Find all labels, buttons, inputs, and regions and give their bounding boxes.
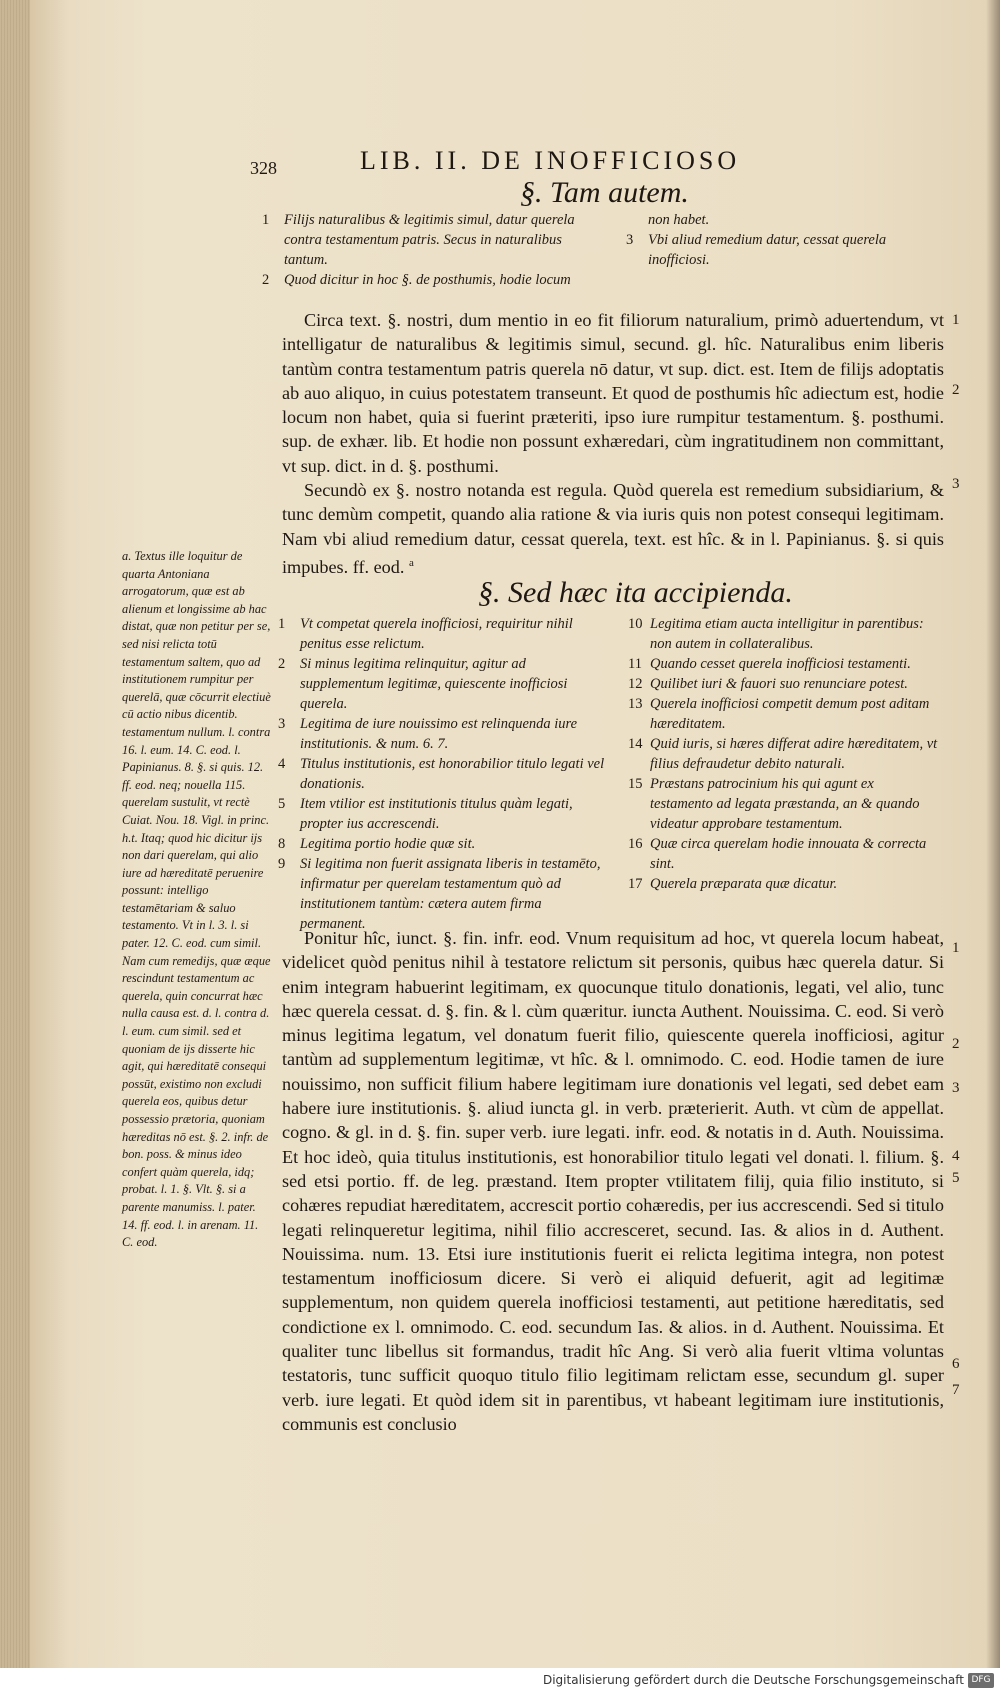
margin-number: 4 bbox=[952, 1148, 960, 1164]
book-leaf-edges bbox=[0, 0, 30, 1668]
summary-item: 15 Præstans patrocinium his qui agunt ex testamento ad legata præstanda, an & quando videatur approbare testamentum. bbox=[628, 776, 920, 832]
summary-item: 2 Si minus legitima relinquitur, agitur ad supplementum legitimæ, quiescente inofficiosi querela. bbox=[278, 656, 568, 712]
margin-number: 7 bbox=[952, 1382, 960, 1398]
margin-number: 1 bbox=[952, 312, 960, 328]
page-number: 328 bbox=[250, 158, 277, 178]
footer-credit: Digitalisierung gefördert durch die Deutsche Forschungsgemeinschaft bbox=[542, 1673, 964, 1687]
summary-item: 3 Vbi aliud remedium datur, cessat querela inofficiosi. bbox=[626, 232, 887, 268]
marginal-note: a. Textus ille loquitur de quarta Antoniana arrogatorum, quæ est ab alienum et longissime ab hac distat, quæ non petitur per se, sed nisi relicta totū testamentum saltem, quo ad institutionem rumpitur per querelā, quæ cōcurrit electiuè cū actio nibus dicentib. testamentum nullum. l. contra 16. l. eum. 14. C. eod. l. Papinianus. 8. §. si quis. 12. ff. eod. neq; nouella 115. querelam sustulit, vt rectè Cuiat. Nou. 18. Vigl. in princ. h.t. Itaq; quod hic dicitur ijs non dari querelam, qui alio iure ad hæreditatē peruenire possunt: intelligo testamētariam & saluo testamento. Vt in l. 3. l. si pater. 12. C. eod. cum simil. Nam cum remedijs, quæ æque rescindunt testamentum ac querela, quin concurrat hæc nulla causa est. d. l. contra d. l. eum. cum simil. sed et quoniam de ijs disserte hic agit, qui hæreditatē consequi possūt, existimo non excludi querela eos, quibus detur possessio prætoria, quoniam hæreditas nō est. §. 2. infr. de bon. poss. & minus ideo confert quàm querela, idq; probat. l. 1. §. Vlt. §. si a parente manumiss. l. pater. 14. ff. eod. l. in arenam. 11. C. eod. bbox=[122, 549, 271, 1250]
dfg-logo-icon: DFG bbox=[968, 1673, 994, 1688]
body-section-2 bbox=[282, 926, 944, 1436]
section-title-tam-autem: §. Tam autem. bbox=[520, 176, 689, 209]
paragraph: Secundò ex §. nostro notanda est regula. Quòd querela est remedium subsidiarium, & tunc demùm competit, quando alia ratione & via iuris quis non potest consequi legitimam. Nam vbi aliud remedium datur, cessat querela, text. est hîc. & in l. Papinianus. §. si quis impubes. ff. eod. $^a$ bbox=[282, 480, 944, 578]
running-title: LIB. II. DE INOFFICIOSO bbox=[360, 146, 741, 175]
summary-item: 8 Legitima portio hodie quæ sit. bbox=[278, 836, 476, 852]
body-section-1 bbox=[282, 308, 944, 579]
summary-left-2 bbox=[278, 614, 608, 934]
summary-item: 4 Titulus institutionis, est honorabilior titulo legati vel donationis. bbox=[278, 756, 605, 792]
paragraph: Circa text. §. nostri, dum mentio in eo fit filiorum naturalium, primò aduertendum, vt intelligatur de naturalibus & legitimis simul, secund. gl. hîc. Naturalibus enim liberis tantùm contra testamentum patris querela nō datur, vt sup. dict. est. Item de filijs adoptatis ab auo aliquo, in cuius potestatem transeunt. Et quod de posthumis hîc adiectum est, hodie locum non habet, quia si fuerint præteriti, ipso iure rumpitur testamentum. §. posthumi. sup. de exhær. lib. Et hodie non possunt exhæredari, cùm ingratitudinem non committant, vt sup. dict. in d. §. posthumi. bbox=[282, 310, 944, 476]
section-title-sed-haec: §. Sed hæc ita accipienda. bbox=[478, 576, 793, 609]
summary-item: 3 Legitima de iure nouissimo est relinquenda iure institutionis. & num. 6. 7. bbox=[278, 716, 578, 752]
summary-right-2 bbox=[628, 614, 940, 894]
summary-item: 11 Quando cesset querela inofficiosi testamenti. bbox=[628, 656, 911, 672]
margin-number: 2 bbox=[952, 1036, 960, 1052]
summary-item: 14 Quid iuris, si hæres differat adire hæreditatem, vt filius defraudetur debito naturali. bbox=[628, 736, 938, 772]
margin-number: 3 bbox=[952, 1080, 960, 1096]
summary-item: 1 Vt competat querela inofficiosi, requiritur nihil penitus esse relictum. bbox=[278, 616, 573, 652]
margin-number: 1 bbox=[952, 940, 960, 956]
summary-item: 16 Quæ circa querelam hodie innouata & correcta sint. bbox=[628, 836, 927, 872]
summary-item: 10 Legitima etiam aucta intelligitur in parentibus: non autem in collateralibus. bbox=[628, 616, 924, 652]
margin-number: 6 bbox=[952, 1356, 960, 1372]
summary-item: 1 Filijs naturalibus & legitimis simul, datur querela contra testamentum patris. Secus in naturalibus tantum. bbox=[262, 212, 575, 268]
footnote-mark: a bbox=[408, 556, 414, 569]
summary-item: 5 Item vtilior est institutionis titulus quàm legati, propter ius accrescendi. bbox=[278, 796, 573, 832]
margin-number: 2 bbox=[952, 382, 960, 398]
summary-item: 2 Quod dicitur in hoc §. de posthumis, hodie locum bbox=[262, 272, 571, 288]
summary-right-1 bbox=[626, 210, 926, 270]
summary-item: 9 Si legitima non fuerit assignata liberis in testamēto, infirmatur per querelam testamentum quò ad institutionem tantùm: cætera autem firma permanent. bbox=[278, 856, 601, 932]
margin-number: 5 bbox=[952, 1170, 960, 1186]
margin-number: 3 bbox=[952, 476, 960, 492]
page-gutter-shadow bbox=[986, 0, 1000, 1668]
footer-bar bbox=[0, 1668, 1000, 1694]
paragraph: Ponitur hîc, iunct. §. fin. infr. eod. Vnum requisitum ad hoc, vt querela locum habeat, videlicet quòd penitus nihil à testatore relictum sit personis, quibus hæc querela datur. Si enim integram habuerint legitimam, ex quocunque titulo donationis, legati, vel alio, tunc hæc querela cessat. d. §. fin. & l. cùm quæritur. iuncta Authent. Nouissima. C. eod. Si verò minus legitima legatum, vel donatum fuerit filio, quiescente querela inofficiosi, agitur tantùm ad supplementum legitimæ, vt hîc. & l. omnimodo. C. eod. Hodie tamen de iure nouissimo, non sufficit filium habere legitimam iure donationis vel legati, sed debet eam habere iure institutionis. §. aliud iuncta gl. in verb. præterierit. Auth. vt cùm de appellat. cogno. & gl. in d. §. fin. super verb. iure legati. infr. eod. & notatis in d. Auth. Nouissima. Et hoc ideò, quia titulus institutionis, est honorabilior titulo legati vel donati. l. filium. §. sed etsi portio. ff. de leg. præstand. Item propter vtilitatem filij, quia filio instituto, si cohæres repudiat hæreditatem, accrescit portio cohæredis, per ius accrescendi. Sed si titulo legati relinqueretur legitima, nihil filio accresceret, secund. Ias. & alios in d. Authent. Nouissima. num. 13. Etsi iure institutionis fuerit ei relicta legitima integra, non potest testamentum inofficiosum dicere. Si verò ei aliquid defuerit, agit ad legitimæ supplementum, non quidem querela inofficiosi testamenti, aut petitione hæreditatis, sed condictione ex l. omnimodo. C. eod. secundum Ias. & alios. in d. Authent. Nouissima. Et qualiter tunc libellus sit formandus, tradit hîc Ang. Si verò alia fuerit vltima voluntas testatoris, tunc sufficit quoquo titulo filio legitimam relictam esse, secundum gl. super verb. iure legati. Et quòd idem sit in parentibus, vt habeant legitimam iure institutionis, communis est conclusio bbox=[282, 928, 944, 1434]
summary-item: 17 Querela præparata quæ dicatur. bbox=[628, 876, 838, 892]
summary-item: non habet. bbox=[648, 212, 710, 228]
summary-left-1 bbox=[262, 210, 607, 290]
summary-item: 12 Quilibet iuri & fauori suo renunciare potest. bbox=[628, 676, 908, 692]
summary-item: 13 Querela inofficiosi competit demum post aditam hæreditatem. bbox=[628, 696, 930, 732]
